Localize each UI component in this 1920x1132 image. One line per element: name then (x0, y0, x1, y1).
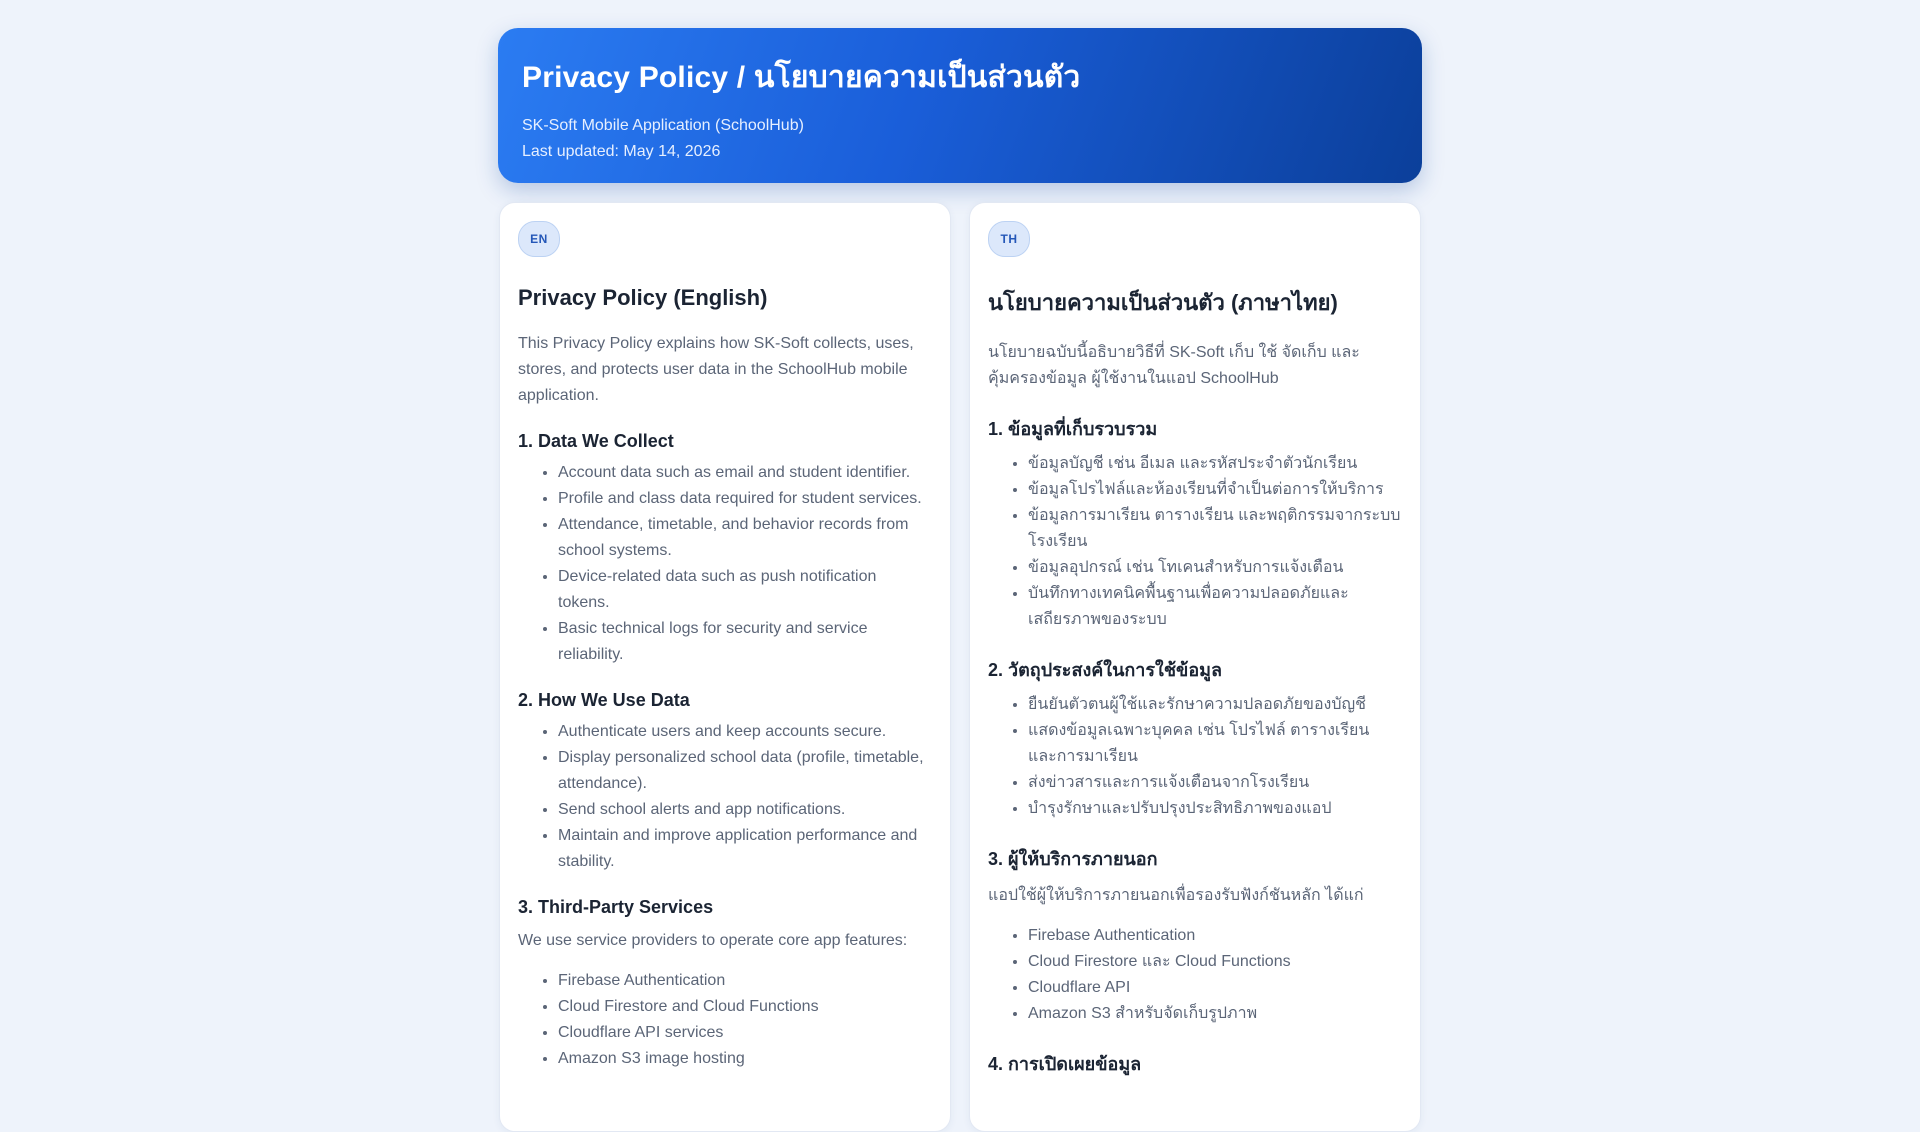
page-container (498, 28, 1422, 1074)
en-section-heading-third-party: 3. Third-Party Services (518, 897, 714, 917)
en-section-heading-use-data: 2. How We Use Data (518, 690, 690, 710)
list-item: • Account data such as email and student identifier. (558, 460, 932, 486)
th-use-data-list (988, 692, 1402, 822)
list-item: • ส่งข่าวสารและการแจ้งเตือนจากโรงเรียน (1028, 770, 1402, 796)
list-item: • ข้อมูลอุปกรณ์ เช่น โทเคนสำหรับการแจ้งเตือน (1028, 555, 1402, 581)
th-section-heading-use-data: 2. วัตถุประสงค์ในการใช้ข้อมูล (988, 660, 1223, 680)
en-third-party-list (518, 968, 932, 1072)
thai-intro: นโยบายฉบับนี้อธิบายวิธีที่ SK-Soft เก็บ ใช้ จัดเก็บ และคุ้มครองข้อมูล ผู้ใช้งานในแอป SchoolHub (988, 344, 1360, 387)
en-data-collect-list (518, 460, 932, 668)
thai-policy-card (969, 202, 1421, 1132)
list-item: • ข้อมูลการมาเรียน ตารางเรียน และพฤติกรรมจากระบบโรงเรียน (1028, 503, 1402, 555)
list-item: • Amazon S3 สำหรับจัดเก็บรูปภาพ (1028, 1001, 1402, 1027)
english-policy-card (499, 202, 951, 1132)
list-item: • Cloud Firestore and Cloud Functions (558, 994, 932, 1020)
list-item: • Cloudflare API services (558, 1020, 932, 1046)
list-item: • Send school alerts and app notifications. (558, 797, 932, 823)
list-item: • Profile and class data required for student services. (558, 486, 932, 512)
th-third-party-text: แอปใช้ผู้ให้บริการภายนอกเพื่อรองรับฟังก์ชันหลัก ได้แก่ (988, 887, 1364, 904)
list-item: • Cloud Firestore และ Cloud Functions (1028, 949, 1402, 975)
list-item: • ข้อมูลบัญชี เช่น อีเมล และรหัสประจำตัวนักเรียน (1028, 451, 1402, 477)
en-use-data-list (518, 719, 932, 875)
list-item: • Firebase Authentication (558, 968, 932, 994)
last-updated: Last updated: May 14, 2026 (522, 143, 721, 160)
en-section-heading-data-collect: 1. Data We Collect (518, 431, 674, 451)
list-item: • บันทึกทางเทคนิคพื้นฐานเพื่อความปลอดภัยและเสถียรภาพของระบบ (1028, 581, 1402, 633)
language-badge-th: TH (988, 221, 1030, 257)
page-title: Privacy Policy / นโยบายความเป็นส่วนตัว (522, 61, 1081, 94)
list-item: • ข้อมูลโปรไฟล์และห้องเรียนที่จำเป็นต่อการให้บริการ (1028, 477, 1402, 503)
english-intro: This Privacy Policy explains how SK-Soft collects, uses, stores, and protects user data in the SchoolHub mobile application. (518, 335, 914, 404)
list-item: • บำรุงรักษาและปรับปรุงประสิทธิภาพของแอป (1028, 796, 1402, 822)
thai-policy-title: นโยบายความเป็นส่วนตัว (ภาษาไทย) (988, 290, 1338, 315)
list-item: • Attendance, timetable, and behavior records from school systems. (558, 512, 932, 564)
app-name: SK-Soft Mobile Application (SchoolHub) (522, 117, 804, 134)
th-section-heading-disclosure: 4. การเปิดเผยข้อมูล (988, 1054, 1142, 1074)
en-third-party-text: We use service providers to operate core app features: (518, 932, 908, 949)
list-item: • Basic technical logs for security and service reliability. (558, 616, 932, 668)
header-banner (498, 28, 1422, 183)
th-data-collect-list (988, 451, 1402, 633)
list-item: • ยืนยันตัวตนผู้ใช้และรักษาความปลอดภัยของบัญชี (1028, 692, 1402, 718)
list-item: • Amazon S3 image hosting (558, 1046, 932, 1072)
language-badge-en: EN (518, 221, 560, 257)
list-item: • แสดงข้อมูลเฉพาะบุคคล เช่น โปรไฟล์ ตารางเรียน และการมาเรียน (1028, 718, 1402, 770)
list-item: • Device-related data such as push notification tokens. (558, 564, 932, 616)
list-item: • Maintain and improve application performance and stability. (558, 823, 932, 875)
list-item: • Display personalized school data (profile, timetable, attendance). (558, 745, 932, 797)
th-section-heading-data-collect: 1. ข้อมูลที่เก็บรวบรวม (988, 419, 1158, 439)
th-third-party-list (988, 923, 1402, 1027)
list-item: • Firebase Authentication (1028, 923, 1402, 949)
th-section-heading-third-party: 3. ผู้ให้บริการภายนอก (988, 849, 1158, 869)
english-policy-title: Privacy Policy (English) (518, 285, 768, 310)
list-item: • Cloudflare API (1028, 975, 1402, 1001)
list-item: • Authenticate users and keep accounts secure. (558, 719, 932, 745)
